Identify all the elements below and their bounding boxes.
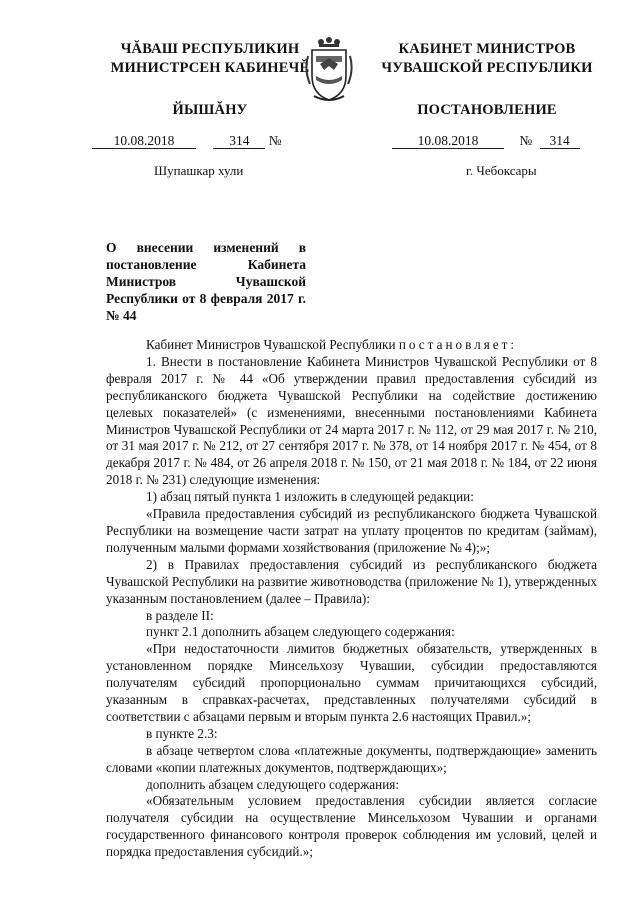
org-name-chuvash-line1: ЧĂВАШ РЕСПУБЛИКИН bbox=[120, 41, 300, 57]
body-paragraph: пункт 2.1 дополнить абзацем следующего содержания: bbox=[146, 624, 455, 640]
header-chuvash bbox=[95, 40, 325, 120]
date-right: 10.08.2018 bbox=[392, 134, 504, 149]
city-chuvash: Шупашкар хули bbox=[154, 163, 244, 178]
body-paragraph: 1) абзац пятый пункта 1 изложить в следующей редакции: bbox=[146, 489, 474, 505]
org-name-chuvash-line2: МИНИСТРСЕН КАБИНЕЧĚ bbox=[110, 60, 310, 76]
city-russian: г. Чебоксары bbox=[466, 163, 537, 178]
registration-right bbox=[392, 133, 580, 149]
intro-paragraph bbox=[106, 337, 597, 354]
intro-text: Кабинет Министров Чувашской Республики bbox=[146, 337, 396, 352]
org-name-russian-line1: КАБИНЕТ МИНИСТРОВ bbox=[398, 41, 576, 57]
number-right: 314 bbox=[540, 134, 580, 149]
body-paragraph: дополнить абзацем следующего содержания: bbox=[146, 776, 400, 792]
body-paragraph: 1. Внести в постановление Кабинета Министров Чувашской Республики от 8 февраля 2017 г. № 44 «Об утверждении правил предоставления субсидий из республиканского бюджета Чувашской Республики на содействие достижению целевых показателей» (с изменениями, внесенными постановлениями Кабинета Министров Чувашской Республики от 24 марта 2017 г. № 112, от 29 мая 2017 г. № 210, от 31 мая 2017 г. № 212, от 27 сентября 2017 г. № 378, от 14 ноября 2017 г. № 454, от 8 декабря 2017 г. № 484, от 26 апреля 2018 г. № 150, от 21 мая 2018 г. № 184, от 22 июня 2018 г. № 231) следующие изменения: bbox=[106, 353, 597, 488]
body-paragraph: «Обязательным условием предоставления субсидии является согласие получателя субсидии на осуществление Минсельхозом Чувашии и органами государственного финансового контроля проверок соблюдения им условий, целей и порядка предоставления субсидий.»; bbox=[106, 793, 597, 860]
doc-type-chuvash: ЙЫШĂНУ bbox=[172, 102, 248, 118]
header-russian bbox=[372, 40, 602, 120]
body-paragraph: «При недостаточности лимитов бюджетных обязательств, утвержденных в установленном порядке Минсельхозу Чувашии, субсидии предоставляются получателям субсидий пропорционально суммам причитающихся субсидий, указанным в справках-расчетах, представленных получателями субсидий в соответствии с абзацами первым и вторым пункта 2.6 настоящих Правил.»; bbox=[106, 641, 597, 724]
date-left: 10.08.2018 bbox=[92, 134, 196, 149]
body-paragraph: в разделе II: bbox=[146, 607, 214, 623]
number-sign-left: № bbox=[268, 133, 282, 148]
number-sign-right: № bbox=[519, 133, 533, 148]
body-paragraph: в абзаце четвертом слова «платежные документы, подтверждающие» заменить словами «копии платежных документов, подтверждающих»; bbox=[106, 742, 597, 775]
doc-type-russian: ПОСТАНОВЛЕНИЕ bbox=[417, 102, 557, 118]
number-left: 314 bbox=[213, 134, 265, 149]
registration-left bbox=[92, 133, 282, 149]
document-subject: О внесении изменений в постановление Кабинета Министров Чувашской Республики от 8 февраля 2017 г. № 44 bbox=[106, 240, 306, 323]
intro-spaced: постановляет: bbox=[398, 337, 518, 352]
body-paragraph: в пункте 2.3: bbox=[146, 725, 218, 741]
document-body bbox=[106, 337, 597, 861]
body-paragraph: 2) в Правилах предоставления субсидий из республиканского бюджета Чувашской Республики на развитие животноводства (приложение № 1), утвержденных указанным постановлением (далее – Правила): bbox=[106, 556, 597, 606]
chuvash-coat-of-arms-icon bbox=[304, 36, 354, 106]
body-paragraph: «Правила предоставления субсидий из республиканского бюджета Чувашской Республики на возмещение части затрат на уплату процентов по кредитам (займам), полученным малыми формами хозяйствования (приложение № 4);»; bbox=[106, 506, 597, 555]
org-name-russian-line2: ЧУВАШСКОЙ РЕСПУБЛИКИ bbox=[381, 60, 593, 76]
